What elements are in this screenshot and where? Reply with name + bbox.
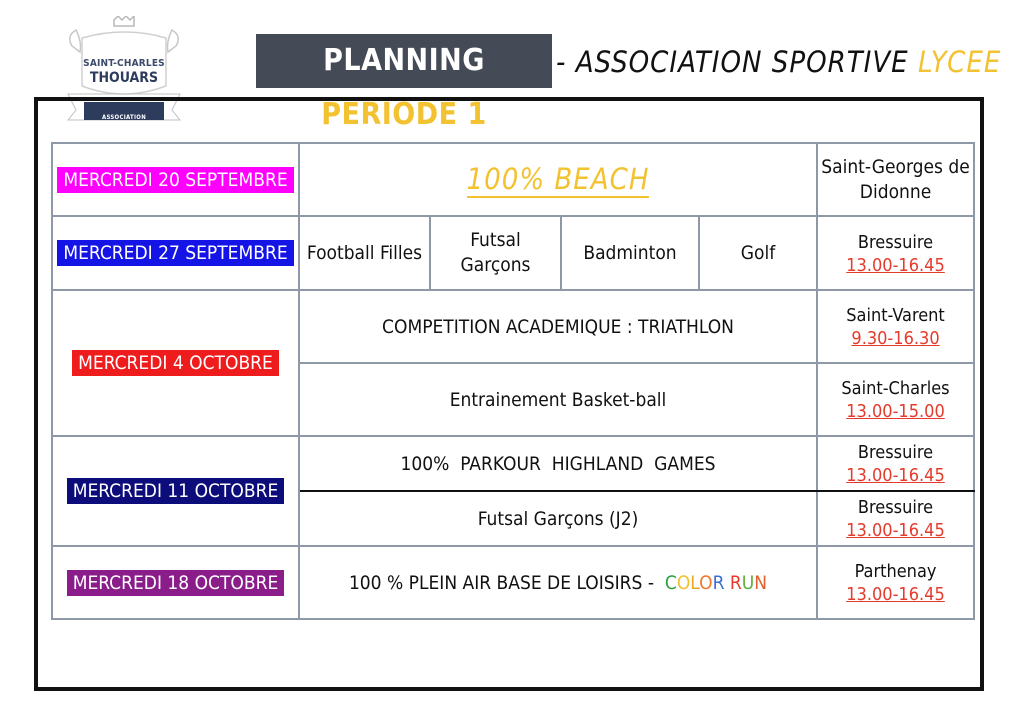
place-label: Bressuire <box>857 442 934 463</box>
table-row <box>52 546 974 619</box>
planning-table <box>51 142 975 620</box>
date-label: MERCREDI 18 OCTOBRE <box>67 570 285 596</box>
activity-label: Golf <box>740 242 776 264</box>
place-label: Saint-Georges de Didonne <box>821 155 970 203</box>
time-label: 13.00-16.45 <box>846 520 945 541</box>
time-label: 13.00-16.45 <box>846 254 945 276</box>
time-label: 13.00-16.45 <box>846 465 945 486</box>
activity-cell <box>699 216 817 290</box>
color-run-letter: C <box>664 571 677 594</box>
activity-label: 100% PARKOUR HIGHLAND GAMES <box>400 452 716 475</box>
color-run-letter: U <box>741 571 755 594</box>
color-run-letter: R <box>729 571 742 594</box>
place-cell <box>817 290 974 363</box>
place-label: Saint-Varent <box>846 305 945 326</box>
place-label: Saint-Charles <box>841 378 950 399</box>
activity-cell <box>299 290 817 363</box>
place-cell <box>817 436 974 491</box>
place-cell <box>817 363 974 436</box>
activity-label: Futsal Garçons <box>460 229 531 276</box>
logo-line2: THOUARS <box>89 70 159 86</box>
place-cell <box>817 491 974 546</box>
activity-label: Badminton <box>583 242 677 264</box>
activity-label: Entrainement Basket-ball <box>449 388 667 411</box>
activity-cell <box>299 436 817 491</box>
color-run-letter: L <box>690 571 700 594</box>
date-cell <box>52 143 299 216</box>
activity-label: 100% BEACH <box>466 161 650 196</box>
activity-label: 100 % PLEIN AIR BASE DE LOISIRS - <box>348 571 665 594</box>
activity-label: Futsal Garçons (J2) <box>477 507 639 530</box>
activity-cell <box>299 363 817 436</box>
place-cell <box>817 216 974 290</box>
place-cell <box>817 143 974 216</box>
table-row <box>52 290 974 363</box>
place-label: Parthenay <box>854 561 937 582</box>
date-label: MERCREDI 27 SEPTEMBRE <box>57 240 293 266</box>
activity-label: COMPETITION ACADEMIQUE : TRIATHLON <box>382 315 734 338</box>
place-label: Bressuire <box>857 231 934 253</box>
subtitle-part1: - ASSOCIATION SPORTIVE <box>556 45 918 79</box>
color-run-label <box>665 572 767 594</box>
date-label: MERCREDI 11 OCTOBRE <box>67 478 285 504</box>
activity-cell <box>299 143 817 216</box>
logo-ribbon-text: ASSOCIATION SPORTIVE <box>101 114 147 128</box>
table-row <box>52 143 974 216</box>
date-label: MERCREDI 4 OCTOBRE <box>72 350 279 376</box>
table-row <box>52 216 974 290</box>
logo-line1: SAINT-CHARLES <box>83 58 165 69</box>
activity-label: Football Filles <box>306 242 423 264</box>
subtitle-part2: LYCEE <box>917 45 1002 79</box>
color-run-letter: O <box>699 571 713 594</box>
date-label: MERCREDI 20 SEPTEMBRE <box>57 167 293 193</box>
date-cell <box>52 290 299 436</box>
time-label: 9.30-16.30 <box>851 328 940 349</box>
color-run-letter: N <box>754 571 768 594</box>
color-run-letter: R <box>712 571 725 594</box>
page-subtitle <box>556 40 1001 84</box>
table-row <box>52 436 974 491</box>
activity-cell <box>299 546 817 619</box>
place-label: Bressuire <box>857 497 934 518</box>
date-cell <box>52 546 299 619</box>
color-run-letter: O <box>676 571 691 594</box>
time-label: 13.00-15.00 <box>846 401 945 422</box>
title-box <box>256 34 552 132</box>
title-part1: PLANNING <box>323 43 485 78</box>
activity-cell <box>430 216 561 290</box>
place-cell <box>817 546 974 619</box>
activity-cell <box>561 216 699 290</box>
time-label: 13.00-16.45 <box>846 584 945 605</box>
page-title <box>256 34 552 132</box>
date-cell <box>52 216 299 290</box>
title-part2: PERIODE 1 <box>321 97 487 132</box>
date-cell <box>52 436 299 546</box>
activity-cell <box>299 216 430 290</box>
activity-cell <box>299 491 817 546</box>
